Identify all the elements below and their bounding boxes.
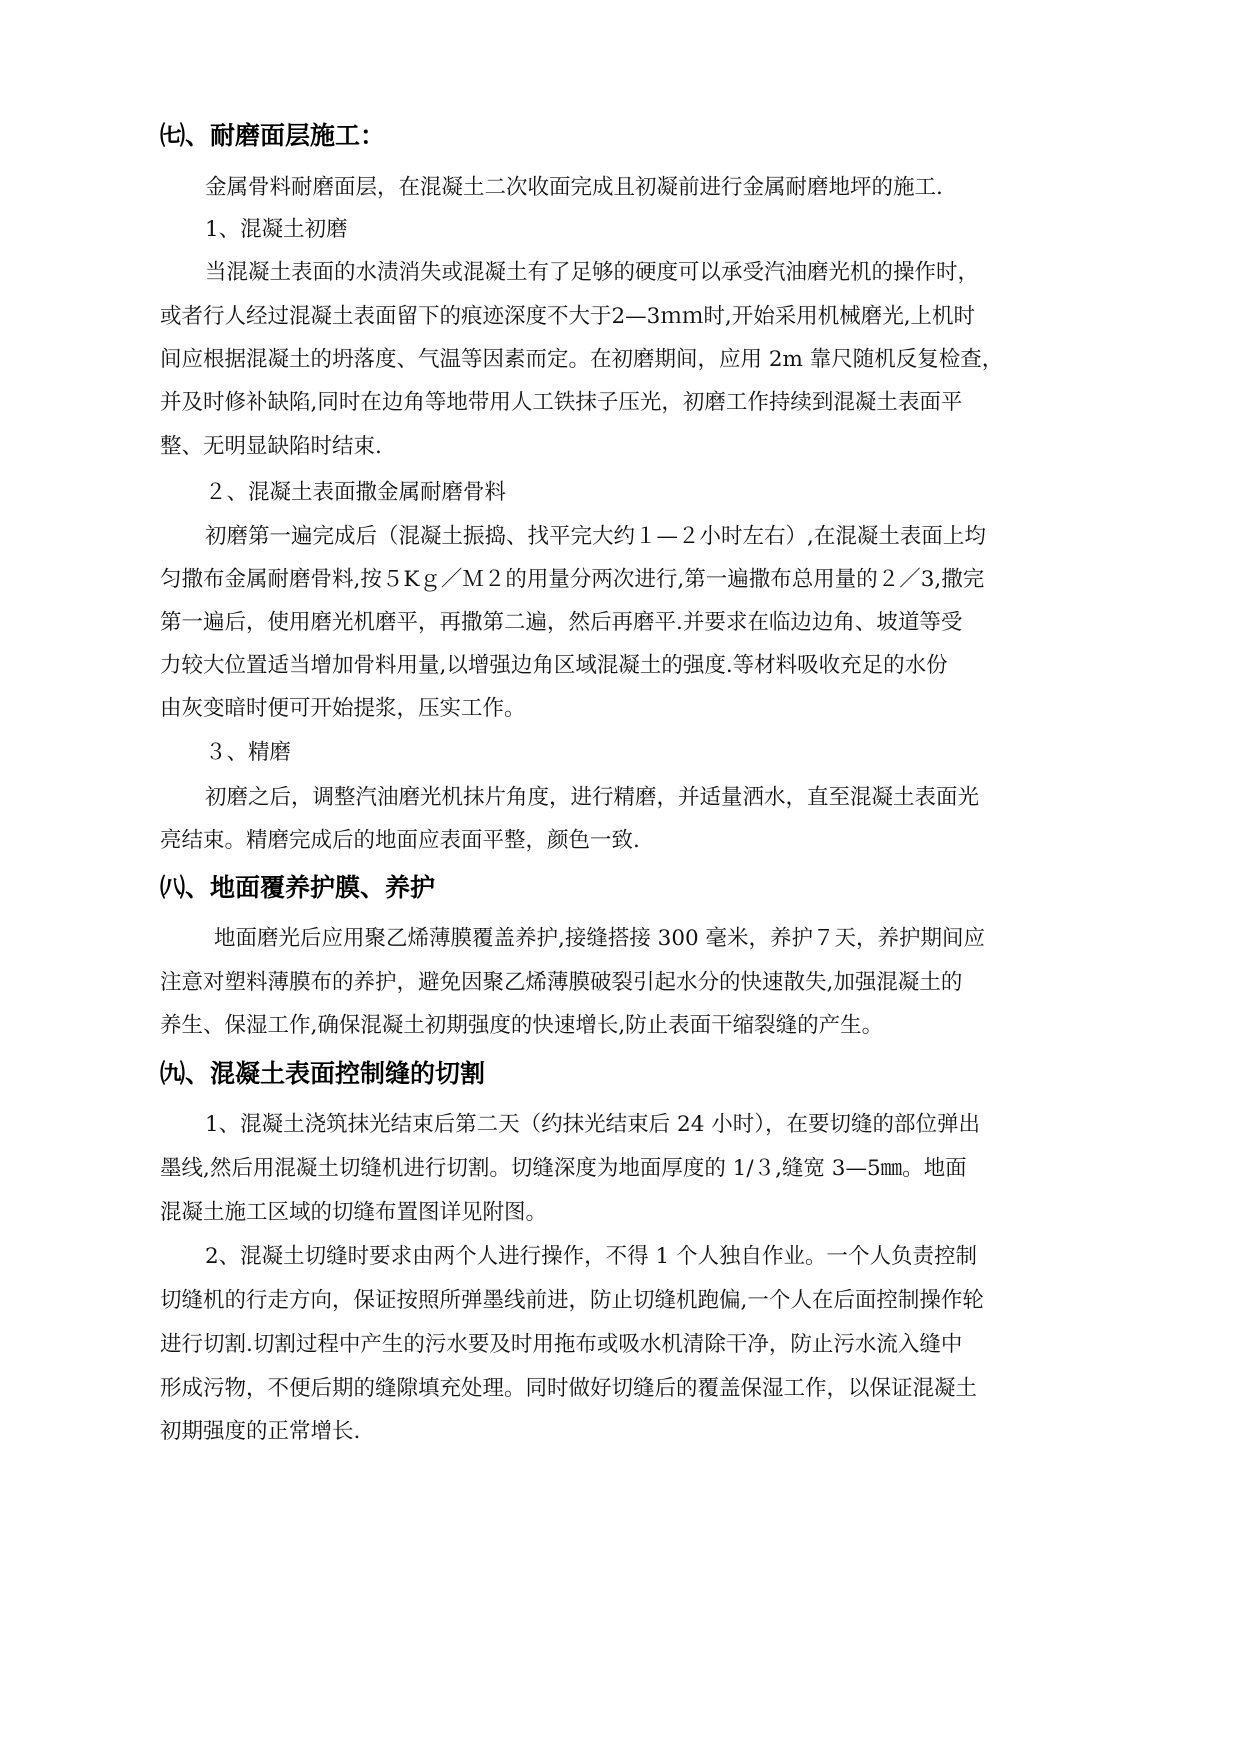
section-9-p2-line: 切缝机的行走方向，保证按照所弹墨线前进，防止切缝机跑偏,一个人在后面控制操作轮 bbox=[160, 1288, 984, 1313]
section-9-p1-line: 1、混凝土浇筑抹光结束后第二天（约抹光结束后 24 小时），在要切缝的部位弹出 bbox=[205, 1112, 980, 1137]
section-8-line: 地面磨光后应用聚乙烯薄膜覆盖养护,接缝搭接 300 毫米，养护７天，养护期间应 bbox=[214, 926, 986, 951]
section-7-sub2-line: 由灰变暗时便可开始提浆，压实工作。 bbox=[160, 696, 526, 721]
section-7-sub3-line: 亮结束。精磨完成后的地面应表面平整，颜色一致. bbox=[160, 828, 640, 853]
section-7-sub1-line: 整、无明显缺陷时结束. bbox=[160, 434, 382, 459]
section-8-line: 养生、保湿工作,确保混凝土初期强度的快速增长,防止表面干缩裂缝的产生。 bbox=[160, 1013, 884, 1038]
section-7-sub1-line: 并及时修补缺陷,同时在边角等地带用人工铁抹子压光，初磨工作持续到混凝土表面平 bbox=[160, 390, 963, 415]
section-9-heading: ㈨、混凝土表面控制缝的切割 bbox=[160, 1059, 486, 1088]
section-7-sub1-title: 1、混凝土初磨 bbox=[205, 217, 348, 242]
section-7-sub3-line: 初磨之后，调整汽油磨光机抹片角度，进行精磨，并适量洒水，直至混凝土表面光 bbox=[205, 785, 980, 810]
section-9-p2-line: 2、混凝土切缝时要求由两个人进行操作，不得 1 个人独自作业。一个人负责控制 bbox=[205, 1244, 978, 1269]
section-7-sub1-line: 当混凝土表面的水渍消失或混凝土有了足够的硬度可以承受汽油磨光机的操作时， bbox=[205, 260, 980, 285]
section-7-heading: ㈦、耐磨面层施工： bbox=[160, 121, 386, 150]
section-7-sub2-line: 力较大位置适当增加骨料用量,以增强边角区域混凝土的强度.等材料吸收充足的水份 bbox=[160, 653, 948, 678]
section-9-p2-line: 初期强度的正常增长. bbox=[160, 1419, 361, 1444]
section-8-line: 注意对塑料薄膜布的养护，避免因聚乙烯薄膜破裂引起水分的快速散失,加强混凝土的 bbox=[160, 970, 963, 995]
section-7-sub2-line: 初磨第一遍完成后（混凝土振捣、找平完大约１—２小时左右）,在混凝土表面上均 bbox=[205, 524, 986, 549]
section-7-sub2-line: 匀撒布金属耐磨骨料,按５Kｇ／Ｍ２的用量分两次进行,第一遍撒布总用量的２／3,撒完 bbox=[160, 567, 985, 592]
section-9-p1-line: 墨线,然后用混凝土切缝机进行切割。切缝深度为地面厚度的 1/３,缝宽 3—5㎜。地面 bbox=[160, 1156, 967, 1181]
section-9-p1-line: 混凝土施工区域的切缝布置图详见附图。 bbox=[160, 1200, 548, 1225]
section-7-sub1-line: 间应根据混凝土的坍落度、气温等因素而定。在初磨期间，应用 2m 靠尺随机反复检查， bbox=[160, 347, 1004, 372]
section-8-heading: ㈧、地面覆养护膜、养护 bbox=[160, 873, 436, 902]
section-7-sub2-line: 第一遍后，使用磨光机磨平，再撒第二遍，然后再磨平.并要求在临边边角、坡道等受 bbox=[160, 610, 963, 635]
section-7-sub2-title: ２、混凝土表面撒金属耐磨骨料 bbox=[205, 480, 507, 505]
section-7-sub1-line: 或者行人经过混凝土表面留下的痕迹深度不大于2—3ｍｍ时,开始采用机械磨光,上机时 bbox=[160, 304, 976, 329]
section-7-sub3-title: ３、精磨 bbox=[205, 740, 292, 765]
section-9-p2-line: 进行切割.切割过程中产生的污水要及时用拖布或吸水机清除干净，防止污水流入缝中 bbox=[160, 1332, 963, 1357]
section-9-p2-line: 形成污物，不便后期的缝隙填充处理。同时做好切缝后的覆盖保湿工作，以保证混凝土 bbox=[160, 1376, 978, 1401]
section-7-intro: 金属骨料耐磨面层，在混凝土二次收面完成且初凝前进行金属耐磨地坪的施工. bbox=[205, 175, 943, 200]
